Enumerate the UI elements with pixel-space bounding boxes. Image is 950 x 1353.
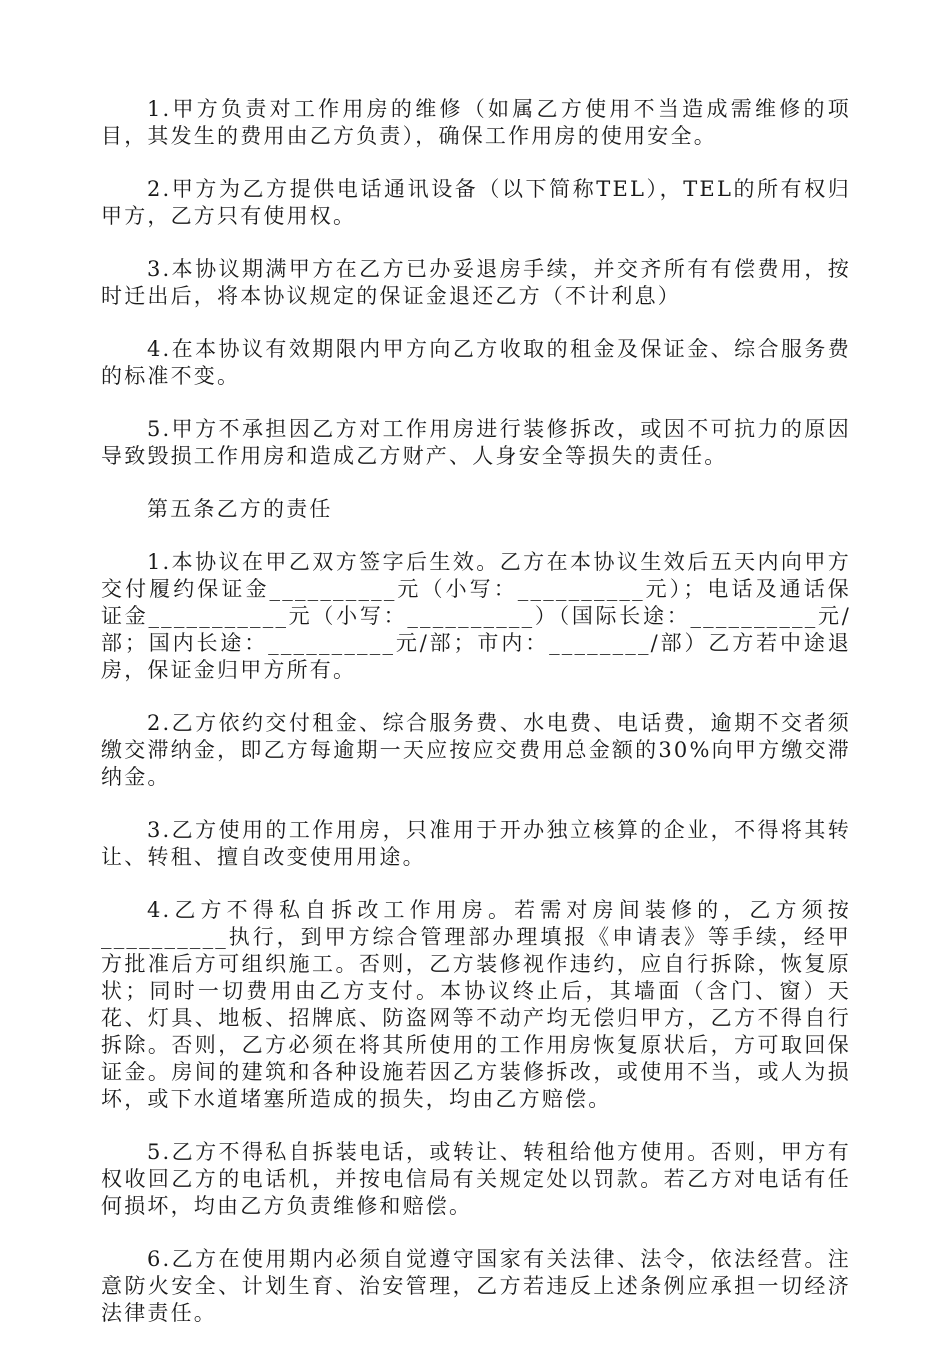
paragraph-landlord-3: 3.本协议期满甲方在乙方已办妥退房手续，并交齐所有有偿费用，按时迁出后，将本协议规定的保证金退还乙方（不计利息） (101, 257, 851, 308)
paragraph-landlord-5: 5.甲方不承担因乙方对工作用房进行装修拆改，或因不可抗力的原因导致毁损工作用房和造成乙方财产、人身安全等损失的责任。 (101, 417, 851, 468)
paragraph-landlord-4: 4.在本协议有效期限内甲方向乙方收取的租金及保证金、综合服务费的标准不变。 (101, 337, 851, 388)
paragraph-tenant-1: 1.本协议在甲乙双方签字后生效。乙方在本协议生效后五天内向甲方交付履约保证金__________元（小写：__________元）；电话及通话保证金___________元（小写：__________）（国际长途：__________元/部；国内长途：__________元/部；市内：________/部）乙方若中途退房，保证金归甲方所有。 (101, 550, 851, 682)
paragraph-landlord-1: 1.甲方负责对工作用房的维修（如属乙方使用不当造成需维修的项目，其发生的费用由乙方负责），确保工作用房的使用安全。 (101, 97, 851, 148)
paragraph-tenant-5: 5.乙方不得私自拆装电话，或转让、转租给他方使用。否则，甲方有权收回乙方的电话机，并按电信局有关规定处以罚款。若乙方对电话有任何损坏，均由乙方负责维修和赔偿。 (101, 1140, 851, 1218)
paragraph-tenant-3: 3.乙方使用的工作用房，只准用于开办独立核算的企业，不得将其转让、转租、擅自改变使用用途。 (101, 818, 851, 869)
paragraph-tenant-2: 2.乙方依约交付租金、综合服务费、水电费、电话费，逾期不交者须缴交滞纳金，即乙方每逾期一天应按应交费用总金额的30%向甲方缴交滞纳金。 (101, 711, 851, 789)
paragraph-landlord-2: 2.甲方为乙方提供电话通讯设备（以下简称TEL），TEL的所有权归甲方，乙方只有使用权。 (101, 177, 851, 228)
section-heading: 第五条乙方的责任 (147, 497, 333, 521)
paragraph-tenant-4: 4.乙方不得私自拆改工作用房。若需对房间装修的，乙方须按__________执行，到甲方综合管理部办理填报《申请表》等手续，经甲方批准后方可组织施工。否则，乙方装修视作违约，应自行拆除，恢复原状；同时一切费用由乙方支付。本协议终止后，其墙面（含门、窗）天花、灯具、地板、招牌底、防盗网等不动产均无偿归甲方，乙方不得自行拆除。否则，乙方必须在将其所使用的工作用房恢复原状后，方可取回保证金。房间的建筑和各种设施若因乙方装修拆改，或使用不当，或人为损坏，或下水道堵塞所造成的损失，均由乙方赔偿。 (101, 898, 851, 1111)
paragraph-tenant-6: 6.乙方在使用期内必须自觉遵守国家有关法律、法令，依法经营。注意防火安全、计划生育、治安管理，乙方若违反上述条例应承担一切经济法律责任。 (101, 1247, 851, 1325)
document-page (101, 96, 851, 1353)
